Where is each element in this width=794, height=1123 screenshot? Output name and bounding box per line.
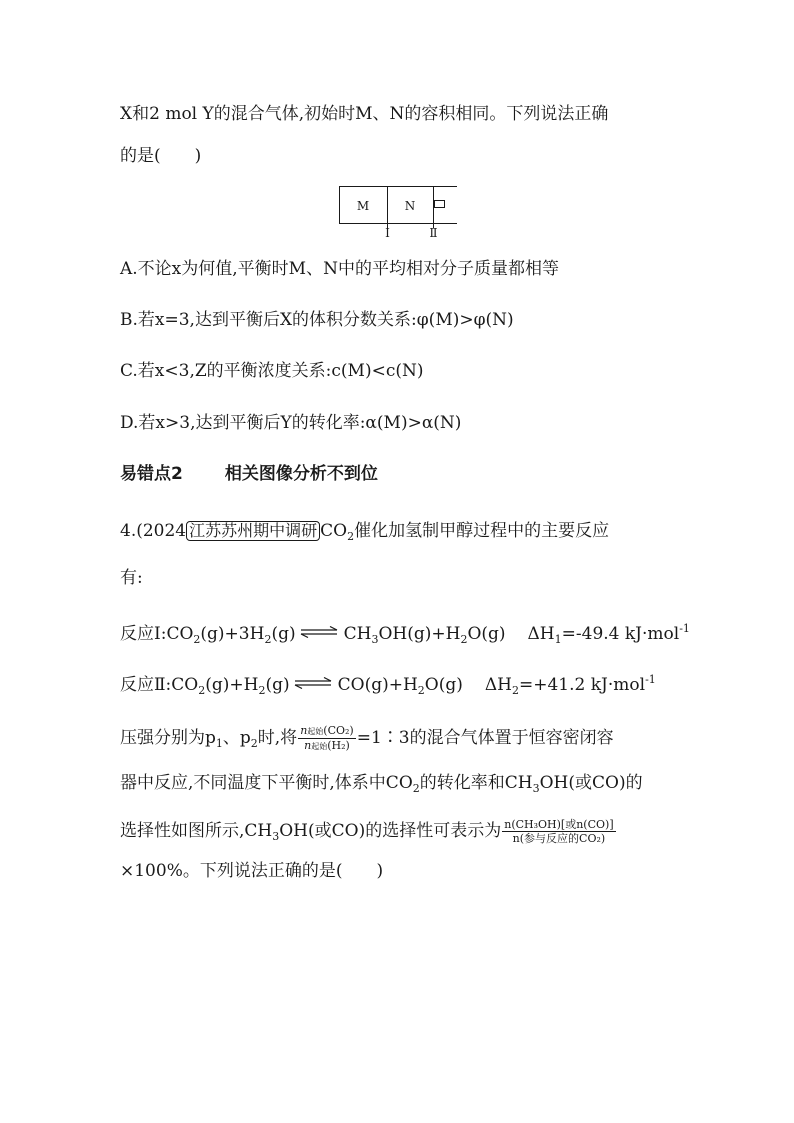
label-n: N (404, 199, 416, 213)
equilibrium-arrow-icon (300, 626, 338, 638)
q3-option-d: D.若x>3,达到平衡后Y的转化率:α(M)>α(N) (120, 413, 462, 433)
q3-container-figure (336, 184, 462, 240)
label-position-2: Ⅱ (429, 226, 438, 240)
q3-option-a: A.不论x为何值,平衡时M、N中的平均相对分子质量都相等 (120, 259, 559, 279)
section-label: 易错点2 (120, 464, 183, 484)
q4-stem-line2: 有: (120, 568, 143, 588)
q4-stem-line8: ×100%。下列说法正确的是( ) (120, 861, 384, 881)
q4-stem-line7: 选择性如图所示$,CH_3OH$(或CO)的选择性可表示为 $\frac{\text{n(CH₃OH)[或n(CO)]}}{\text{n(参与反应的CO₂)}}$ (120, 818, 614, 845)
q4-source-tag: 江苏苏州期中调研 (186, 521, 320, 541)
q3-stem-line2: 的是( ) (120, 146, 202, 166)
q4-stem-line6: 器中反应,不同温度下平衡时,体系中$CO_2$的转化率和$CH_3OH$(或CO)的 (120, 773, 643, 795)
movable-piston (435, 201, 445, 208)
section-title: 相关图像分析不到位 (224, 464, 378, 484)
q4-reaction-1: 反应$Ⅰ:CO_2(g)+3H_2(g)$ $CH_3OH(g)+H_2O(g)$ $\Delta H_1=-49.4$ kJ·mol$^{-1}$ (120, 622, 690, 646)
equilibrium-arrow-icon (294, 677, 332, 689)
section-heading (120, 462, 378, 486)
label-position-1: Ⅰ (385, 226, 390, 240)
ratio-fraction: $\frac{\text{n起始(CO₂)}}{\text{n起始(H₂)}}$ (300, 724, 354, 752)
q4-number: 4.(2024 (120, 521, 187, 541)
q4-stem-line5: 压强分别为$p_1$、$p_2$时,将 $\frac{\text{n起始(CO₂)}}{\text{n起始(H₂)}}$ =1∶3的混合气体置于恒容密闭容 (120, 724, 614, 752)
q4-stem-line1: 4.(2024 江苏苏州期中调研 $CO_2$催化加氢制甲醇过程中的主要反应 (120, 521, 610, 543)
label-m: M (356, 199, 370, 213)
selectivity-fraction: $\frac{\text{n(CH₃OH)[或n(CO)]}}{\text{n(参与反应的CO₂)}}$ (504, 818, 614, 845)
q3-option-b: B.若x=3,达到平衡后X的体积分数关系:φ(M)>φ(N) (120, 310, 514, 330)
q3-stem-line1: X和2 mol Y的混合气体,初始时M、N的容积相同。下列说法正确 (120, 104, 609, 124)
q4-reaction-2: 反应$Ⅱ:CO_2(g)+H_2(g)$ $CO(g)+H_2O(g)$ $\Delta H_2=+41.2$ kJ·mol$^{-1}$ (120, 673, 656, 697)
q3-option-c: C.若x<3,Z的平衡浓度关系:c(M)<c(N) (120, 361, 424, 381)
